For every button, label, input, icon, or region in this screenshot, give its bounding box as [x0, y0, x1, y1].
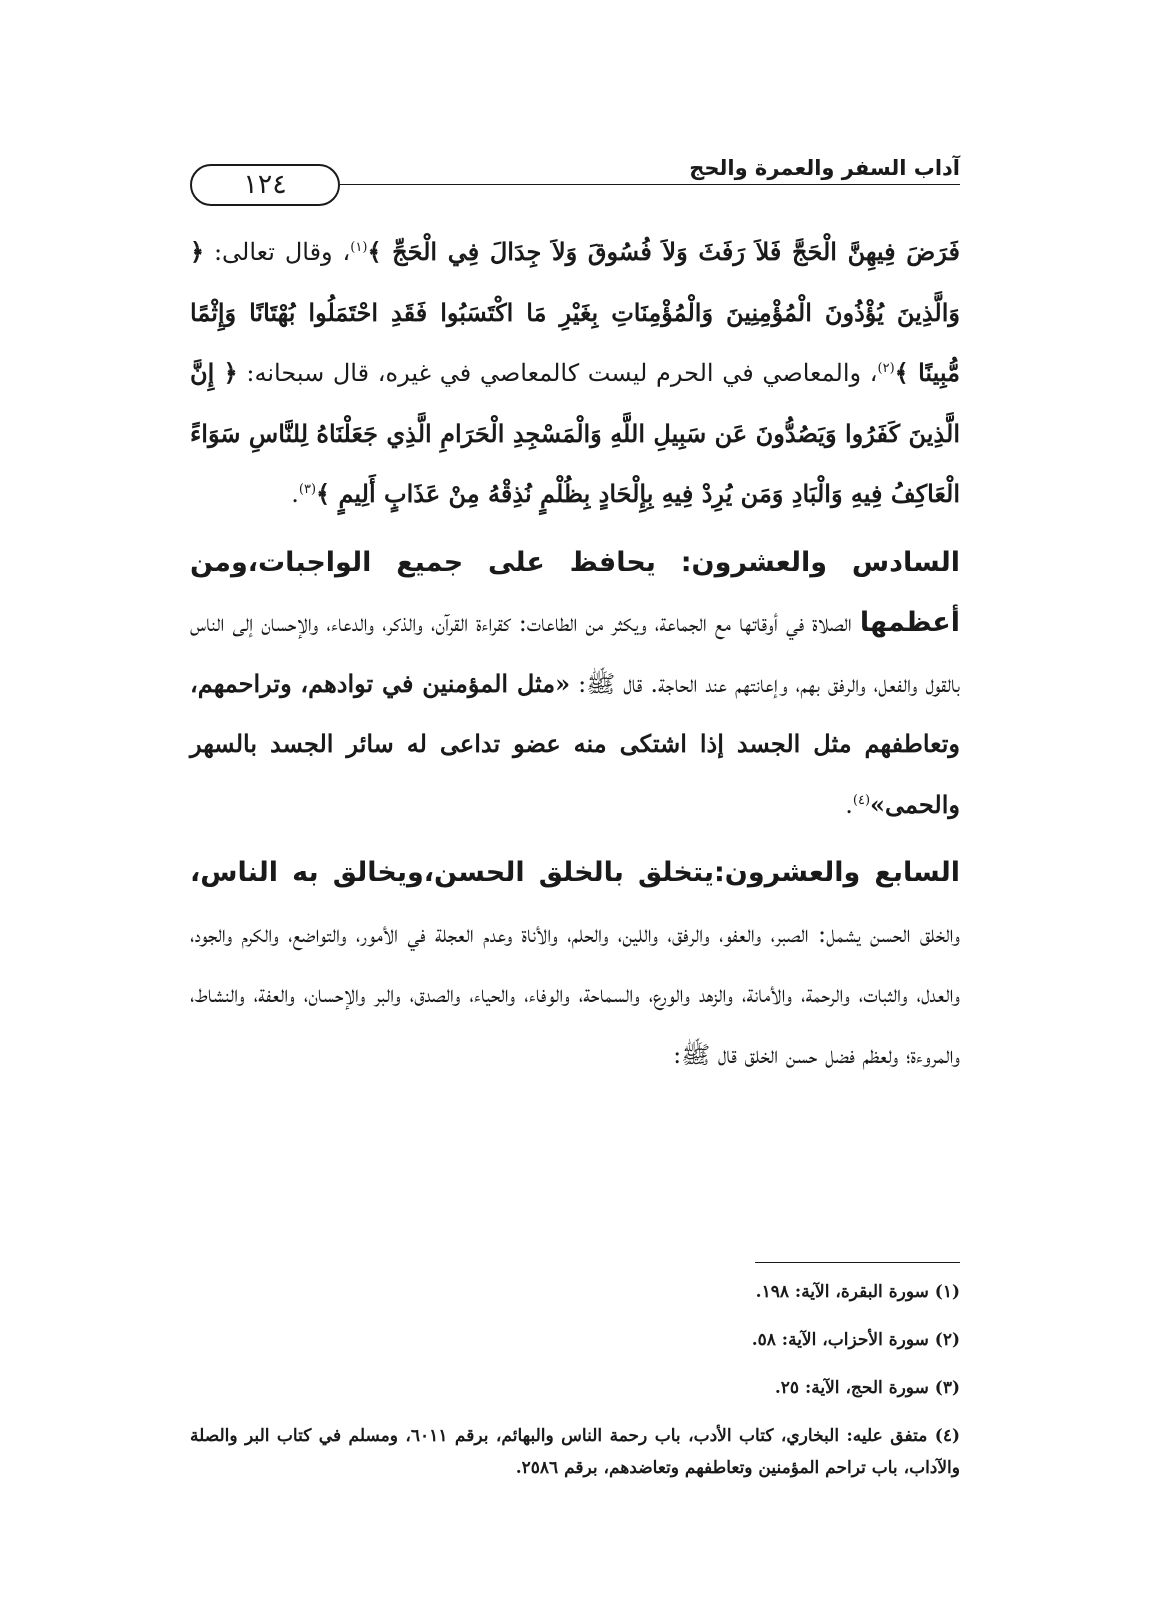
text-run: .: [291, 480, 299, 508]
footnote-1: (١) سورة البقرة، الآية: ١٩٨.: [755, 1282, 960, 1302]
footnote-ref-4[interactable]: (٤): [852, 792, 871, 808]
footnote-separator: [755, 1262, 960, 1263]
footnotes: [190, 1276, 960, 1500]
footnote-2: (٢) سورة الأحزاب، الآية: ٥٨.: [751, 1330, 960, 1350]
quran-verse-2: ﴿ وَالَّذِينَ يُؤْذُونَ الْمُؤْمِنِينَ وَالْمُؤْمِنَاتِ بِغَيْرِ مَا اكْتَسَبُوا فَقَدِ احْتَمَلُوا بُهْتَانًا وَإِثْمًا مُّبِينًا ﴾: [190, 237, 960, 387]
text-run: ، وقال تعالى:: [204, 238, 351, 266]
footnote-ref-3[interactable]: (٣): [298, 482, 317, 497]
section-heading-27: السابع والعشرون:يتخلق بالخلق الحسن،ويخالق به الناس،: [190, 857, 960, 888]
paragraph-1: [190, 222, 960, 525]
header-rule: [340, 184, 960, 185]
page-number: ١٢٤: [190, 164, 340, 206]
quran-verse-1: فَرَضَ فِيهِنَّ الْحَجَّ فَلاَ رَفَثَ وَلاَ فُسُوقَ وَلاَ جِدَالَ فِي الْحَجِّ ﴾: [367, 237, 960, 266]
footnote-ref-2[interactable]: (٢): [877, 361, 895, 376]
running-title: آداب السفر والعمرة والحج: [689, 156, 960, 180]
footnote-ref-1[interactable]: (١): [350, 240, 368, 255]
main-text: [190, 222, 960, 1085]
footnote-3: (٣) سورة الحج، الآية: ٢٥.: [774, 1378, 960, 1398]
text-run: ، والمعاصي في الحرم ليست كالمعاصي في غيره، قال سبحانه:: [237, 359, 878, 387]
quran-verse-3: ﴿ إِنَّ الَّذِينَ كَفَرُوا وَيَصُدُّونَ عَن سَبِيلِ اللَّهِ وَالْمَسْجِدِ الْحَرَامِ الَّذِي جَعَلْنَاهُ لِلنَّاسِ سَوَاءً الْعَاكِفُ فِيهِ وَالْبَادِ وَمَن يُرِدْ فِيهِ بِإِلْحَادٍ بِظُلْمٍ نُذِقْهُ مِنْ عَذَابٍ أَلِيمٍ ﴾: [190, 358, 960, 508]
hadith-quote: «مثل المؤمنين في توادهم، وتراحمهم، وتعاطفهم مثل الجسد إذا اشتكى منه عضو تداعى له سائر الجسد بالسهر والحمى»: [190, 668, 960, 819]
paragraph-3: [190, 843, 960, 1085]
page-header: [190, 156, 960, 212]
text-run: .: [845, 790, 853, 819]
section-heading-26: السادس والعشرون: يحافظ على جميع الواجبات،ومن أعظمها: [190, 546, 960, 638]
text-run: الصلاة في أوقاتها مع الجماعة، ويكثر من الطاعات: كقراءة القرآن، والذكر، والدعاء، والإحسان إلى الناس بالقول والفعل، والرفق بهم، وإعانتهم عند الحاجة. قال ﷺ:: [190, 609, 961, 698]
paragraph-2: [190, 533, 960, 836]
text-run: والخلق الحسن يشمل: الصبر، والعفو، والرفق، واللين، والحلم، والأناة وعدم العجلة في الأمور، والتواضع، والكرم والجود، والعدل، والثبات، والرحمة، والأمانة، والزهد والورع، والسماحة، والوفاء، والحياء، والصدق، والبر والإحسان، والعفة، والنشاط، والمروءة؛ ولعظم فضل حسن الخلق قال ﷺ:: [190, 919, 960, 1069]
footnote-4: (٤) متفق عليه: البخاري، كتاب الأدب، باب رحمة الناس والبهائم، برقم ٦٠١١، ومسلم في كتاب البر والصلة والآداب، باب تراحم المؤمنين وتعاطفهم وتعاضدهم، برقم ٢٥٨٦.: [190, 1426, 960, 1478]
